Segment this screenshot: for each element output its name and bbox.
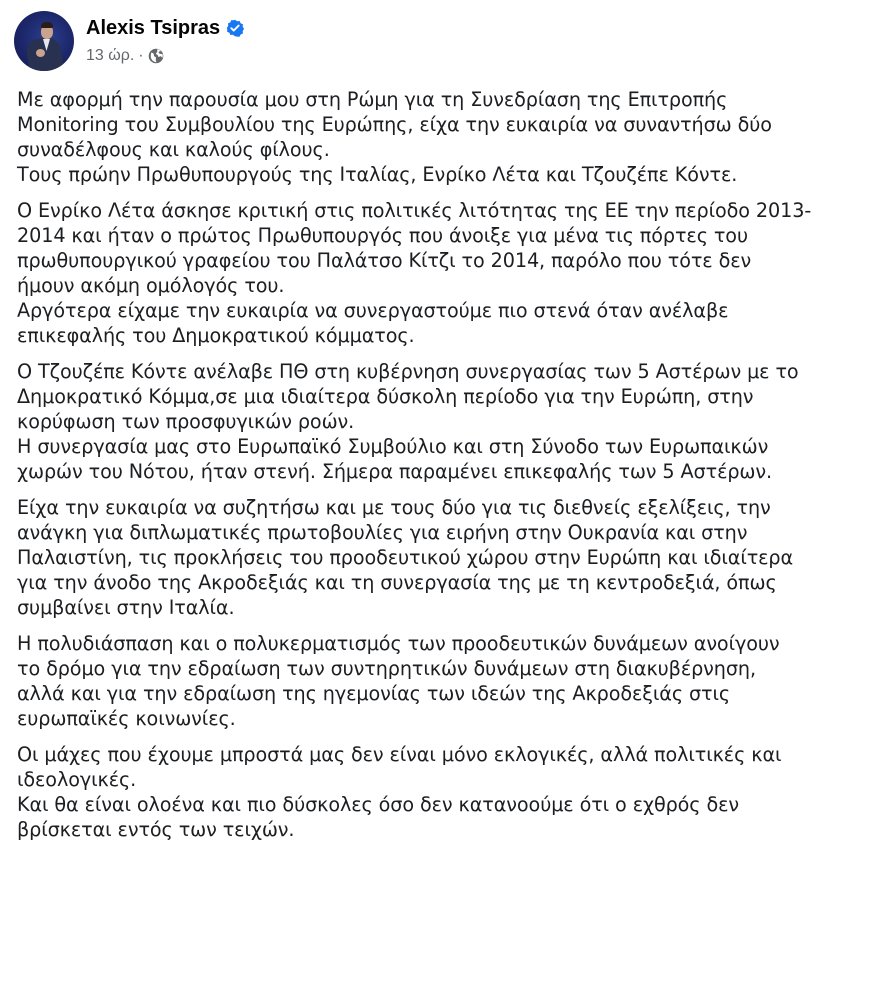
text-line: ανάγκη για διπλωματικές πρωτοβουλίες για ειρήνη στην Ουκρανία και στην [17,521,748,544]
text-line: Και θα είναι ολοένα και πιο δύσκολες όσο δεν κατανοούμε ότι ο εχθρός δεν [17,793,739,816]
avatar-figure-hand [36,49,45,57]
author-name[interactable]: Alexis Tsipras [86,17,221,39]
text-line: για την άνοδο της Ακροδεξιάς και τη συνεργασία της με τη κεντροδεξιά, όπως [17,571,777,594]
text-line: Η συνεργασία μας στο Ευρωπαϊκό Συμβούλιο και στη Σύνοδο των Ευρωπαικών [17,435,769,458]
paragraph-2 [17,198,877,348]
meta-row [86,44,244,68]
text-line: συμβαίνει στην Ιταλία. [17,596,235,619]
text-line: Ο Τζουζέπε Κόντε ανέλαβε ΠΘ στη κυβέρνηση συνεργασίας των 5 Αστέρων με το [17,360,799,383]
text-line: κορύφωση των προσφυγικών ροών. [17,410,355,433]
paragraph-4 [17,495,877,620]
text-line: Τους πρώην Πρωθυπουργούς της Ιταλίας, Ενρίκο Λέτα και Τζουζέπε Κόντε. [17,163,738,186]
text-line: συναδέλφους και καλούς φίλους. [17,138,330,161]
text-line: αλλά και για την εδραίωση της ηγεμονίας των ιδεών της Ακροδεξιάς στις [17,682,731,705]
text-line: Monitoring του Συμβουλίου της Ευρώπης, είχα την ευκαιρία να συναντήσω δύο [17,113,772,136]
text-line: Ο Ενρίκο Λέτα άσκησε κριτική στις πολιτικές λιτότητας της ΕΕ την περίοδο 2013- [17,199,812,222]
verified-badge-icon [226,19,244,37]
text-line: πρωθυπουργικού γραφείου του Παλάτσο Κίτζι το 2014, παρόλο που τότε δεν [17,249,752,272]
text-line: το δρόμο για την εδραίωση των συντηρητικών δυνάμεων στη διακυβέρνηση, [17,657,756,680]
text-line: ευρωπαϊκές κοινωνίες. [17,707,236,730]
paragraph-5 [17,631,877,731]
text-line: 2014 και ήταν ο πρώτος Πρωθυπουργός που άνοιξε για μένα τις πόρτες του [17,224,748,247]
post-timestamp[interactable]: 13 ώρ. [86,47,135,64]
text-line: ιδεολογικές. [17,768,137,791]
avatar[interactable] [14,11,74,71]
avatar-figure-hair [41,22,53,28]
post-header [14,10,244,72]
text-line: χωρών του Νότου, ήταν στενή. Σήμερα παραμένει επικεφαλής των 5 Αστέρων. [17,460,773,483]
paragraph-6 [17,742,877,842]
text-line: βρίσκεται εντός των τειχών. [17,818,295,841]
text-line: ήμουν ακόμη ομόλογός του. [17,274,285,297]
meta-separator: · [138,47,144,64]
paragraph-1 [17,87,877,187]
text-line: Δημοκρατικό Κόμμα,σε μια ιδιαίτερα δύσκολη περίοδο για την Ευρώπη, στην [17,385,754,408]
header-text [86,14,244,68]
post-body [17,87,877,853]
text-line: Είχα την ευκαιρία να συζητήσω και με τους δύο για τις διεθνείς εξελίξεις, την [17,496,771,519]
paragraph-3 [17,359,877,484]
globe-icon[interactable] [148,48,164,64]
text-line: επικεφαλής του Δημοκρατικού κόμματος. [17,324,415,347]
author-row [86,14,244,42]
text-line: Αργότερα είχαμε την ευκαιρία να συνεργαστούμε πιο στενά όταν ανέλαβε [17,299,729,322]
text-line: Οι μάχες που έχουμε μπροστά μας δεν είναι μόνο εκλογικές, αλλά πολιτικές και [17,743,782,766]
text-line: Με αφορμή την παρουσία μου στη Ρώμη για τη Συνεδρίαση της Επιτροπής [17,88,728,111]
text-line: Παλαιστίνη, τις προκλήσεις του προοδευτικού χώρου στην Ευρώπη και ιδιαίτερα [17,546,794,569]
text-line: Η πολυδιάσπαση και ο πολυκερματισμός των προοδευτικών δυνάμεων ανοίγουν [17,632,780,655]
